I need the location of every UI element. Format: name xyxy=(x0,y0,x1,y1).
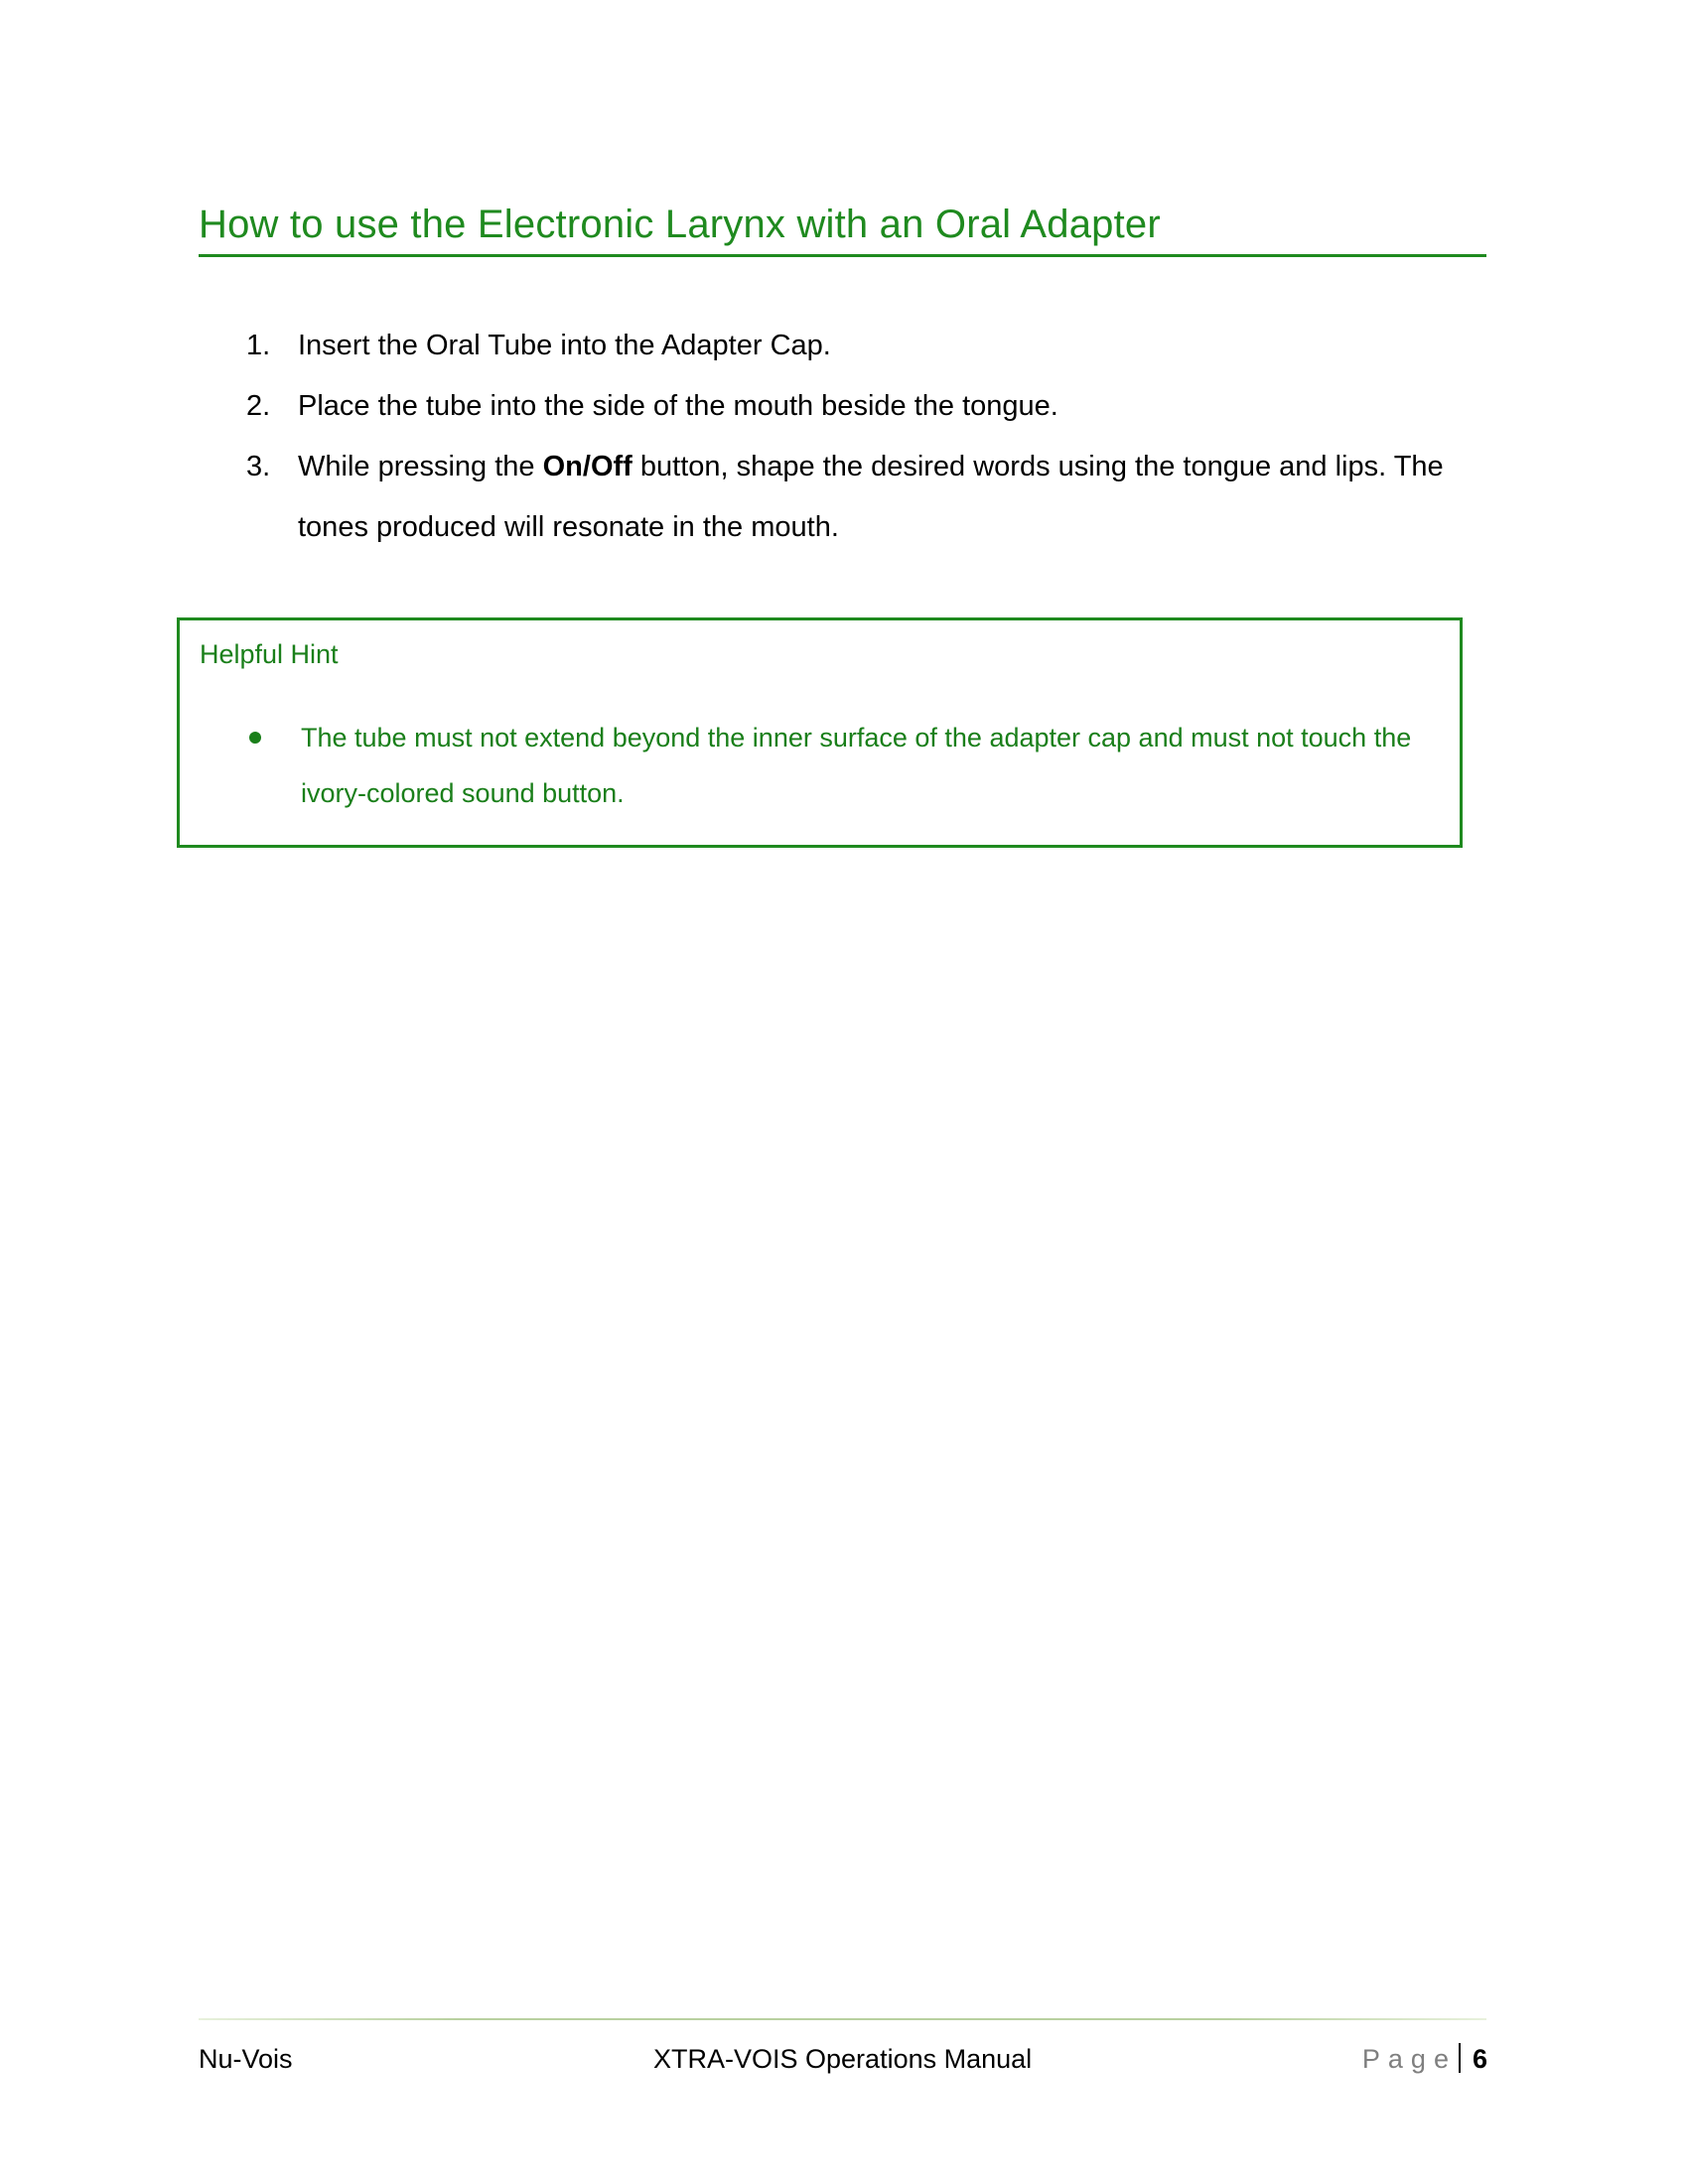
hint-text: The tube must not extend beyond the inner surface of the adapter cap and must not touch the ivory-colored sound button. xyxy=(301,723,1412,808)
page-number: 6 xyxy=(1472,2044,1487,2074)
step-item xyxy=(246,376,1487,437)
on-off-button-label: On/Off xyxy=(542,451,633,482)
section-heading: How to use the Electronic Larynx with an Oral Adapter xyxy=(199,195,1486,257)
footer-company: Nu-Vois xyxy=(199,2044,293,2074)
step-item xyxy=(246,316,1487,376)
step-item xyxy=(246,437,1487,558)
footer-page-indicator xyxy=(1362,2039,1487,2079)
footer-manual-title: XTRA-VOIS Operations Manual xyxy=(653,2044,1033,2074)
steps-list xyxy=(246,316,1487,558)
footer-divider xyxy=(199,2018,1486,2020)
step-text: Place the tube into the side of the mouth beside the tongue. xyxy=(298,390,1058,422)
helpful-hint-box xyxy=(177,617,1463,848)
page-label: Page xyxy=(1361,2044,1457,2074)
step-text-after: button, shape the desired words using the tongue and lips. The tones produced will resonate in the mouth. xyxy=(298,451,1444,543)
step-number: 1. xyxy=(246,330,271,361)
bullet-icon xyxy=(249,732,261,744)
step-number: 2. xyxy=(246,390,271,422)
step-number: 3. xyxy=(246,451,271,482)
page-separator xyxy=(1459,2043,1461,2073)
hint-title: Helpful Hint xyxy=(200,639,339,669)
step-text: Insert the Oral Tube into the Adapter Cap. xyxy=(298,330,831,361)
hint-list-item xyxy=(249,710,1482,821)
step-text-before: While pressing the xyxy=(298,451,543,482)
step-text xyxy=(298,451,1444,543)
